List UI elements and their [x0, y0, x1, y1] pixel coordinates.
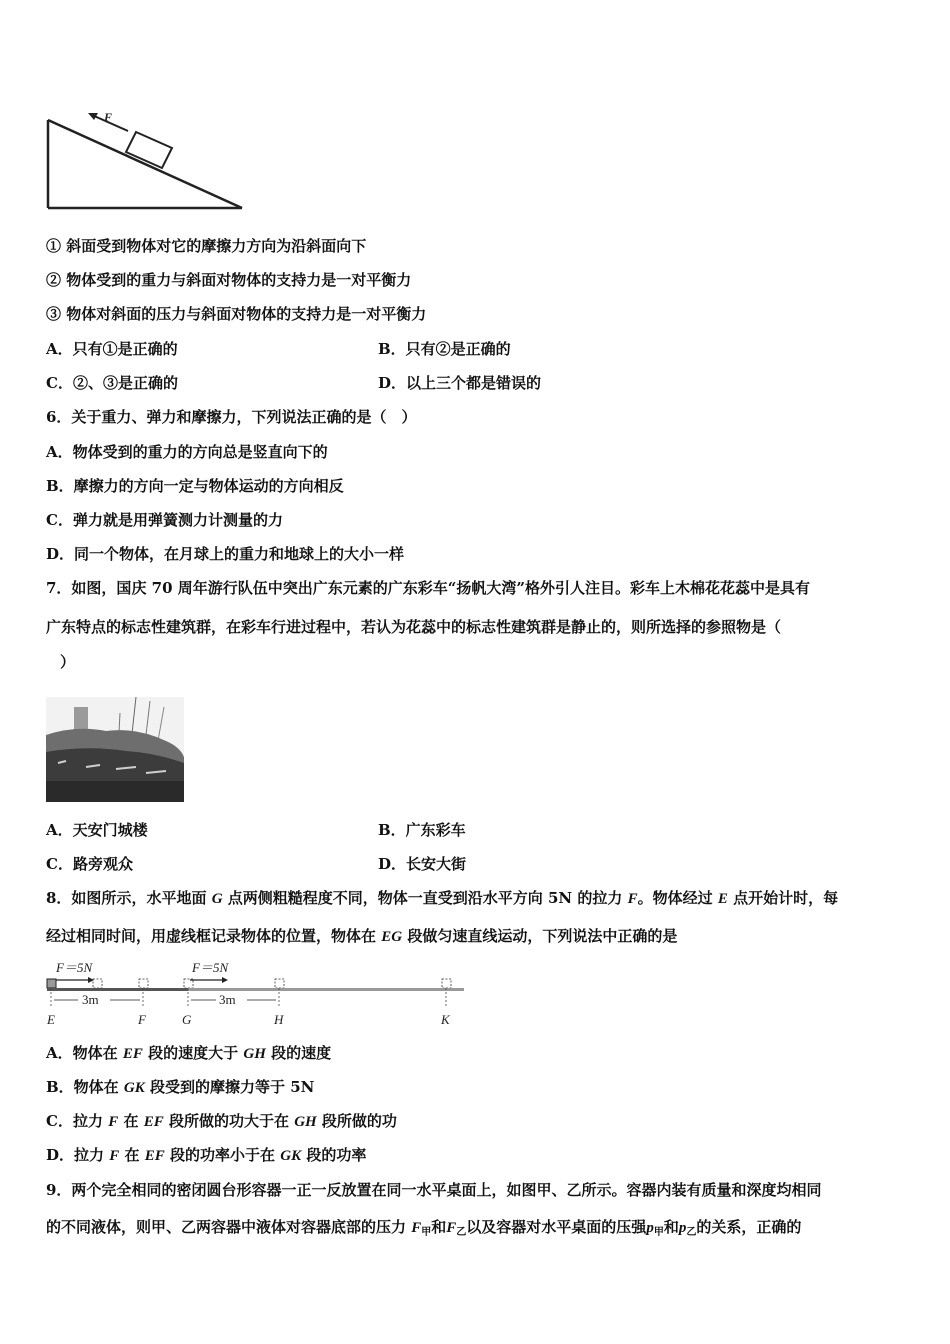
q8-stem-1d: 点开始计时，每: [733, 889, 839, 907]
q8-d-4: 段的功率: [306, 1146, 367, 1164]
q9-2c: 的关系，正确的: [696, 1218, 802, 1236]
q8-b-seg-gk: GK: [123, 1080, 145, 1096]
q8-stem-point-e: E: [717, 891, 728, 907]
q8-a-2: 段的速度大于: [148, 1044, 239, 1062]
q8-c-1: C．拉力: [46, 1112, 103, 1130]
q5-option-a[interactable]: A．只有①是正确的: [46, 340, 178, 358]
q9-sub-1: 甲: [421, 1227, 432, 1238]
dashed-box-h: [275, 979, 284, 988]
q8-option-b[interactable]: [46, 1077, 314, 1098]
force-label-left: F＝5N: [56, 960, 93, 975]
q6-option-d[interactable]: D．同一个物体，在月球上的重力和地球上的大小一样: [46, 545, 405, 563]
q5-statement-2: ② 物体受到的重力与斜面对物体的支持力是一对平衡力: [46, 271, 412, 289]
q9-force-2: F: [446, 1220, 457, 1236]
q8-c-4: 段所做的功: [321, 1112, 397, 1130]
q9-force-1: F: [411, 1220, 422, 1236]
q7-stem-line-2: 广东特点的标志性建筑群，在彩车行进过程中，若认为花蕊中的标志性建筑群是静止的，则所选择的参照物是（: [46, 618, 782, 636]
q7-option-b[interactable]: B．广东彩车: [378, 821, 466, 839]
q8-b-2: 段受到的摩擦力等于 5N: [150, 1078, 315, 1096]
point-label-e: E: [47, 1012, 55, 1027]
q7-option-d[interactable]: D．长安大街: [378, 855, 467, 873]
q7-option-a[interactable]: A．天安门城楼: [46, 821, 148, 839]
ground-rough: [188, 988, 464, 991]
ground-smooth: [47, 988, 188, 991]
q6-stem: 6．关于重力、弹力和摩擦力，下列说法正确的是（ ）: [46, 408, 417, 426]
q6-option-a[interactable]: A．物体受到的重力的方向总是竖直向下的: [46, 443, 328, 461]
q8-d-1: D．拉力: [46, 1146, 105, 1164]
q8-a-3: 段的速度: [271, 1044, 332, 1062]
q8-option-d[interactable]: [46, 1145, 366, 1166]
q9-and-2: 和: [663, 1218, 679, 1236]
q8-c-seg-gh: GH: [294, 1114, 317, 1130]
q8-d-force-f: F: [109, 1148, 120, 1164]
force-label: F: [104, 110, 113, 124]
force-label-right: F＝5N: [192, 960, 229, 975]
q9-stem-line-1: 9．两个完全相同的密闭圆台形容器一正一反放置在同一水平桌面上，如图甲、乙所示。容器内装有质量和深度均相同: [46, 1181, 822, 1199]
q5-statement-1: ① 斜面受到物体对它的摩擦力方向为沿斜面向下: [46, 237, 367, 255]
q8-c-3: 段所做的功大于在: [168, 1112, 289, 1130]
force-arrow-right-head: [222, 977, 228, 983]
q5-statement-3: ③ 物体对斜面的压力与斜面对物体的支持力是一对平衡力: [46, 305, 427, 323]
q9-sub-4: 乙: [686, 1227, 697, 1238]
point-label-f: F: [138, 1012, 146, 1027]
photo-float-base: [46, 781, 184, 802]
dashed-box-1: [93, 979, 102, 988]
q5-option-d[interactable]: D．以上三个都是错误的: [378, 374, 542, 392]
q9-pressure-2: p: [678, 1220, 687, 1236]
q7-stem-line-3: ）: [60, 653, 76, 671]
q8-a-seg-gh: GH: [243, 1046, 266, 1062]
q9-pressure-1: p: [646, 1220, 654, 1236]
block-on-incline: [126, 132, 172, 168]
incline-slope-edge: [48, 120, 242, 208]
dashed-box-f: [139, 979, 148, 988]
q9-2a: 的不同液体，则甲、乙两容器中液体对容器底部的压力: [46, 1218, 407, 1236]
q8-a-seg-ef: EF: [122, 1046, 143, 1062]
q8-c-2: 在: [123, 1112, 139, 1130]
q8-d-2: 在: [124, 1146, 140, 1164]
q8-option-a[interactable]: [46, 1043, 331, 1064]
q7-stem-line-1: 7．如图，国庆 70 周年游行队伍中突出广东元素的广东彩车“扬帆大湾”格外引人注目。彩车上木棉花花蕊中是具有: [46, 579, 811, 597]
q8-stem-1b: 点两侧粗糙程度不同，物体一直受到沿水平方向 5N 的拉力: [227, 889, 623, 907]
distance-label-left: 3m: [82, 992, 99, 1007]
parade-float-photo: [46, 697, 184, 802]
q8-stem-point-g: G: [211, 891, 223, 907]
q8-c-seg-ef: EF: [143, 1114, 164, 1130]
point-label-g: G: [182, 1012, 192, 1027]
q8-d-3: 段的功率小于在: [170, 1146, 276, 1164]
q9-2b: 以及容器对水平桌面的压强: [466, 1218, 647, 1236]
q8-a-1: A．物体在: [46, 1044, 118, 1062]
q8-stem-line-2: [46, 926, 677, 947]
q8-stem-line-1: [46, 888, 838, 909]
q8-stem-1c: 。物体经过: [637, 889, 713, 907]
q8-stem-2a: 经过相同时间，用虚线框记录物体的位置，物体在: [46, 927, 377, 945]
q9-sub-3: 甲: [653, 1227, 664, 1238]
q8-d-seg-ef: EF: [144, 1148, 165, 1164]
q6-option-b[interactable]: B．摩擦力的方向一定与物体运动的方向相反: [46, 477, 344, 495]
q8-stem-seg-eg: EG: [381, 929, 403, 945]
q8-b-1: B．物体在: [46, 1078, 119, 1096]
q8-stem-1a: 8．如图所示，水平地面: [46, 889, 207, 907]
point-label-k: K: [441, 1012, 450, 1027]
q8-stem-2b: 段做匀速直线运动，下列说法中正确的是: [407, 927, 678, 945]
q6-option-c[interactable]: C．弹力就是用弹簧测力计测量的力: [46, 511, 283, 529]
incline-figure: [44, 108, 248, 214]
moving-block: [47, 979, 56, 988]
q9-and-1: 和: [431, 1218, 447, 1236]
distance-label-right: 3m: [219, 992, 236, 1007]
q5-option-c[interactable]: C．②、③是正确的: [46, 374, 178, 392]
q8-d-seg-gk: GK: [280, 1148, 302, 1164]
q7-option-c[interactable]: C．路旁观众: [46, 855, 133, 873]
q8-c-force-f: F: [108, 1114, 119, 1130]
dashed-box-k: [442, 979, 451, 988]
q9-sub-2: 乙: [456, 1227, 467, 1238]
q8-track-figure: [44, 958, 468, 1030]
point-label-h: H: [274, 1012, 284, 1027]
q5-option-b[interactable]: B．只有②是正确的: [378, 340, 511, 358]
q8-stem-force-f: F: [627, 891, 638, 907]
q8-option-c[interactable]: [46, 1111, 397, 1132]
q9-stem-line-2: [46, 1217, 801, 1243]
